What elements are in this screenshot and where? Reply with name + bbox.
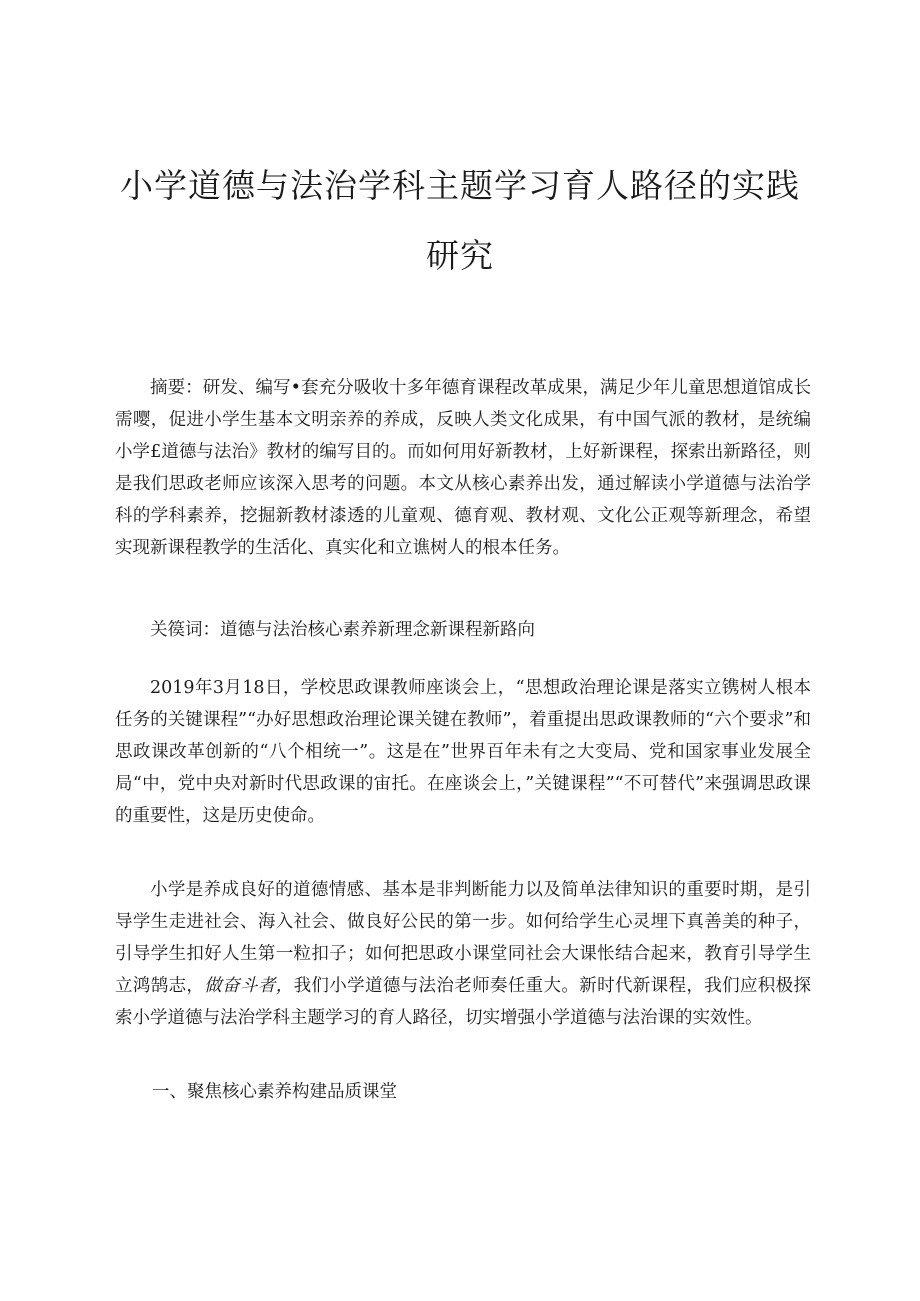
abstract-paragraph: 摘要：研发、编写•套充分吸收十多年德育课程改革成果，满足少年儿童思想道馆成长需嘤，促进小学生基本文明亲养的养成，反映人类文化成果，有中国气派的教材，是统编小学£道德与法治》教材的编写目的。而如何用好新教材，上好新课程，探索出新路径，则是我们思政老师应该深入思考的问题。本文从核心素养出发，通过解读小学道德与法治学科的学科素养，挖掘新教材漆透的儿童观、德育观、教材观、文化公正观等新理念，希望实现新课程教学的生活化、真实化和立谯树人的根本任务。	[115, 378, 811, 558]
paragraph-2-text-end: 我们小学道德与法治老师奏任重大。新时代新课程，我们应积极探索小学道德与法治学科主题学习的育人路径，切实增强小学道德与法治课的实效性。	[115, 976, 812, 1028]
document-title-line-2: 研究	[426, 236, 494, 275]
document-title-line-1: 小学道德与法治学科主题学习育人路径的实践	[120, 166, 800, 205]
paragraph-2-italic-phrase: 做奋斗者，	[204, 976, 294, 996]
keywords-line: 关篌词：道德与法治核心素养新理念新课程新路向	[150, 620, 535, 640]
body-paragraph-1: 2019年3月18日，学校思政课教师座谈会上，“思想政治理论课是落实立镌树人根本任务的关键课程”“办好思想政治理论课关键在教师”，着重提出思政课教师的“六个要求”和思政课改革创新的“八个相统一”。这是在”世界百年未有之大变局、党和国家事业发展全局“中，党中央对新时代思政课的宙托。在座谈会上，”关键课程”“不可替代”来强调思政课的重要性，这是历史使命。	[115, 678, 811, 826]
body-paragraph-2	[115, 874, 811, 1034]
section-heading-1: 一、聚焦核心素养构建品质课堂	[152, 1082, 397, 1102]
paragraph-2-text-start: 小学是养成良好的道德情感、基本是非判断能力以及简单法律知识的重要时期，是引导学生走进社会、海入社会、做良好公民的第一步。如何给学生心灵埋下真善美的种子，引导学生扣好人生第一粒扣子；如何把思政小课堂同社会大课怅结合起来，教育引导学生立鸿鹄志，	[115, 880, 811, 996]
